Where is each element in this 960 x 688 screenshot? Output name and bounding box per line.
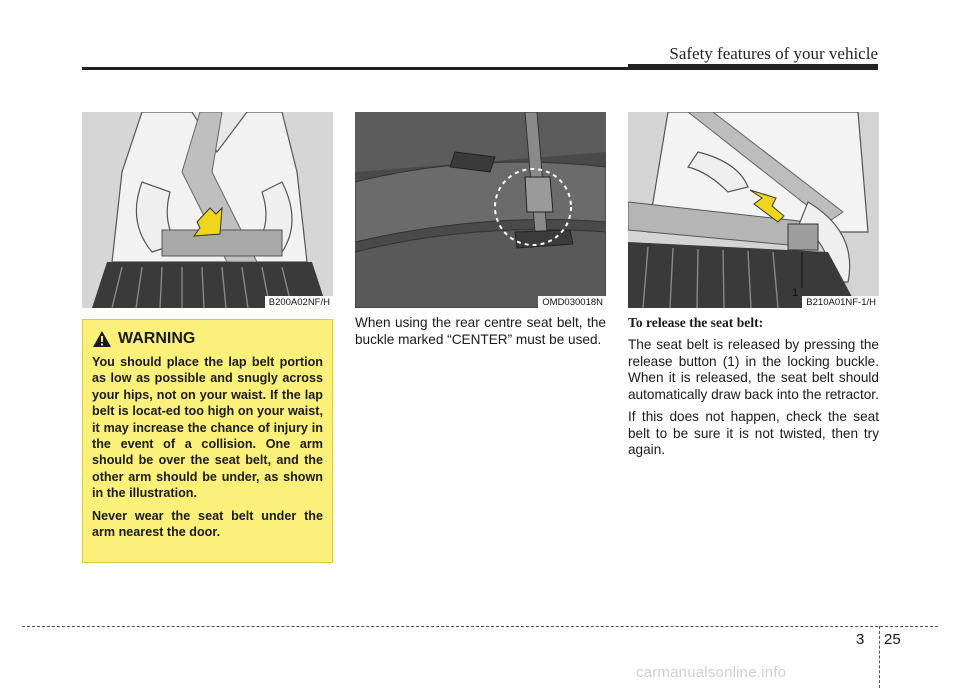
figure-code: B210A01NF-1/H [802, 296, 879, 308]
warning-paragraph: You should place the lap belt portion as low as possible and snugly across your hips, not on your waist. If the lap belt is locat-ed too high on your waist, it may increase the chance of injury in the event of a collision. One arm should be over the seat belt, and the other arm should be under, as shown in the illustration. [92, 355, 323, 501]
release-illustration [628, 112, 879, 308]
footer-dashed-rule [22, 626, 938, 627]
figure-code: B200A02NF/H [265, 296, 333, 308]
lap-belt-illustration [82, 112, 333, 308]
warning-heading [92, 330, 323, 348]
footer-dashed-divider [879, 626, 880, 688]
page-number: 25 [884, 631, 901, 648]
release-heading: To release the seat belt: [628, 315, 764, 330]
figure-center-buckle [355, 112, 606, 308]
figure-code: OMD030018N [538, 296, 606, 308]
callout-number: 1 [792, 287, 799, 299]
release-paragraph: If this does not happen, check the seat belt to be sure it is not twisted, then try again. [628, 409, 879, 457]
figure-release-belt [628, 112, 879, 308]
warning-box [82, 319, 333, 563]
warning-title: WARNING [118, 330, 196, 347]
rear-seat-illustration [355, 112, 606, 308]
chapter-number: 3 [856, 631, 865, 648]
watermark: carmanualsonline.info [636, 664, 787, 681]
center-belt-text: When using the rear centre seat belt, the buckle marked “CENTER” must be used. [355, 315, 606, 347]
release-section [628, 315, 879, 465]
warning-triangle-icon [92, 330, 112, 348]
header-rule-accent [628, 64, 878, 70]
warning-paragraph: Never wear the seat belt under the arm nearest the door. [92, 508, 323, 540]
release-paragraph: The seat belt is released by pressing the release button (1) in the locking buckle. When it is released, the seat belt should automatically draw back into the retractor. [628, 337, 879, 402]
section-title: Safety features of your vehicle [669, 44, 878, 63]
center-belt-section [355, 315, 606, 354]
figure-lap-belt [82, 112, 333, 308]
